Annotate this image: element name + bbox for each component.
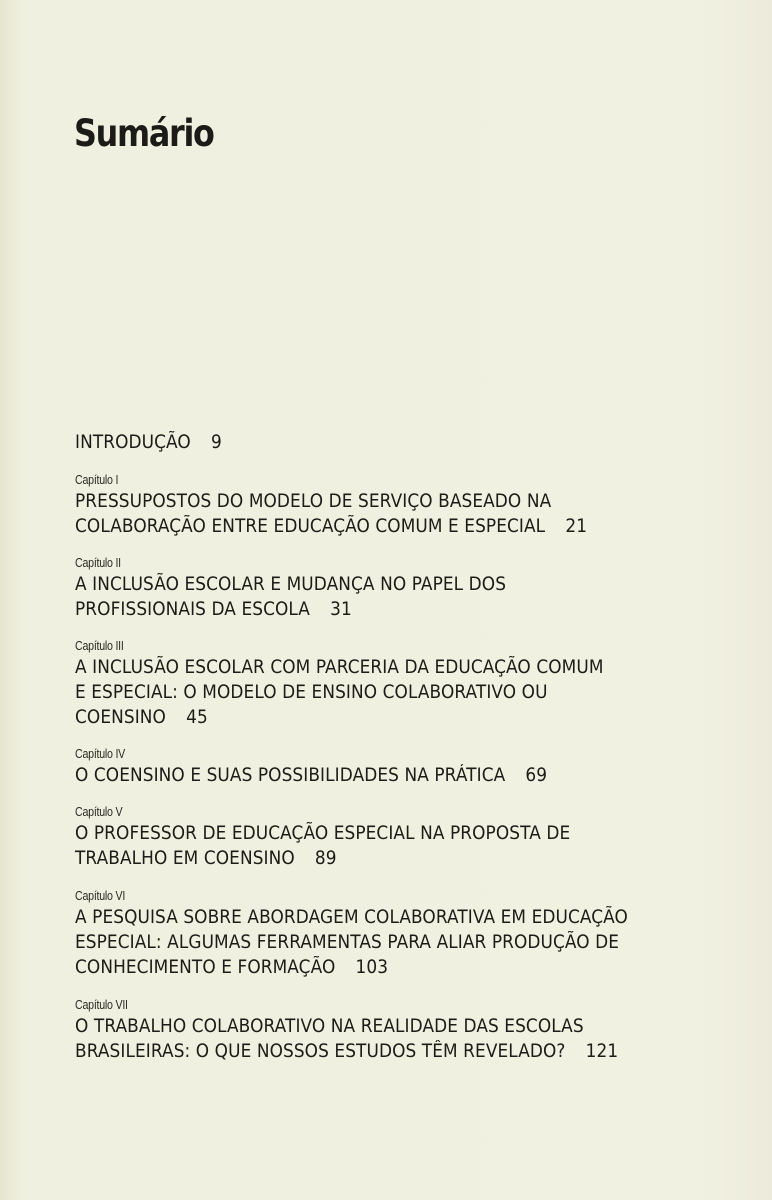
chapter-label: Capítulo V	[75, 804, 123, 819]
toc-entry-line	[75, 514, 716, 539]
toc-page-number: 69	[525, 765, 548, 786]
toc-entry-line	[75, 705, 716, 730]
toc-entry-chapter-6	[75, 888, 772, 980]
toc-entry-title: PROFISSIONAIS DA ESCOLA	[75, 599, 310, 620]
toc-entry-title: INTRODUÇÃO	[75, 432, 191, 453]
toc-entry-title: TRABALHO EM COENSINO	[75, 848, 295, 869]
toc-entry-line	[75, 430, 716, 455]
toc-entry-line: O PROFESSOR DE EDUCAÇÃO ESPECIAL NA PROPOSTA DE	[75, 823, 571, 844]
toc-entry-line: PRESSUPOSTOS DO MODELO DE SERVIÇO BASEADO NA	[75, 491, 552, 512]
toc-page-number: 9	[210, 432, 222, 453]
chapter-label: Capítulo VII	[75, 997, 128, 1012]
toc-entry-line	[75, 1039, 716, 1064]
toc-page-number: 103	[355, 957, 389, 978]
toc-entry-chapter-7	[75, 997, 772, 1064]
chapter-label: Capítulo III	[75, 638, 124, 653]
toc-entry-title: COENSINO	[75, 707, 166, 728]
page-title: Sumário	[74, 112, 214, 155]
toc-page-number: 45	[186, 707, 208, 728]
toc-page-number: 31	[330, 599, 352, 620]
toc-entry-title: BRASILEIRAS: O QUE NOSSOS ESTUDOS TÊM REVELADO?	[75, 1041, 566, 1062]
toc-entry-chapter-5	[75, 804, 772, 871]
chapter-label: Capítulo IV	[75, 746, 126, 761]
toc-entry-line	[75, 846, 716, 871]
chapter-label: Capítulo VI	[75, 888, 126, 903]
toc-entry-chapter-3	[75, 638, 772, 730]
toc-page-number: 21	[565, 516, 588, 537]
toc-entry-line	[75, 597, 716, 622]
toc-entry-title: O COENSINO E SUAS POSSIBILIDADES NA PRÁTICA	[75, 765, 506, 786]
toc-entry-line	[75, 955, 716, 980]
toc-entry-introducao	[75, 430, 772, 455]
toc-entry-line	[75, 763, 716, 788]
toc-page-number: 121	[585, 1041, 619, 1062]
chapter-label: Capítulo I	[75, 472, 119, 487]
toc-entry-line: E ESPECIAL: O MODELO DE ENSINO COLABORATIVO OU	[75, 682, 548, 703]
toc-entry-title: CONHECIMENTO E FORMAÇÃO	[75, 957, 336, 978]
toc-entry-line: A PESQUISA SOBRE ABORDAGEM COLABORATIVA EM EDUCAÇÃO	[75, 907, 628, 928]
toc-entry-line: O TRABALHO COLABORATIVO NA REALIDADE DAS ESCOLAS	[75, 1016, 584, 1037]
toc-entry-title: COLABORAÇÃO ENTRE EDUCAÇÃO COMUM E ESPECIAL	[75, 516, 546, 537]
toc-entry-chapter-1	[75, 472, 772, 539]
chapter-label: Capítulo II	[75, 555, 121, 570]
toc-entry-line: ESPECIAL: ALGUMAS FERRAMENTAS PARA ALIAR PRODUÇÃO DE	[75, 932, 620, 953]
toc-entry-line: A INCLUSÃO ESCOLAR COM PARCERIA DA EDUCAÇÃO COMUM	[75, 657, 604, 678]
toc-entry-chapter-2	[75, 555, 772, 622]
toc-entry-chapter-4	[75, 746, 772, 788]
toc-page-number: 89	[314, 848, 337, 869]
toc-entry-line: A INCLUSÃO ESCOLAR E MUDANÇA NO PAPEL DOS	[75, 574, 507, 595]
